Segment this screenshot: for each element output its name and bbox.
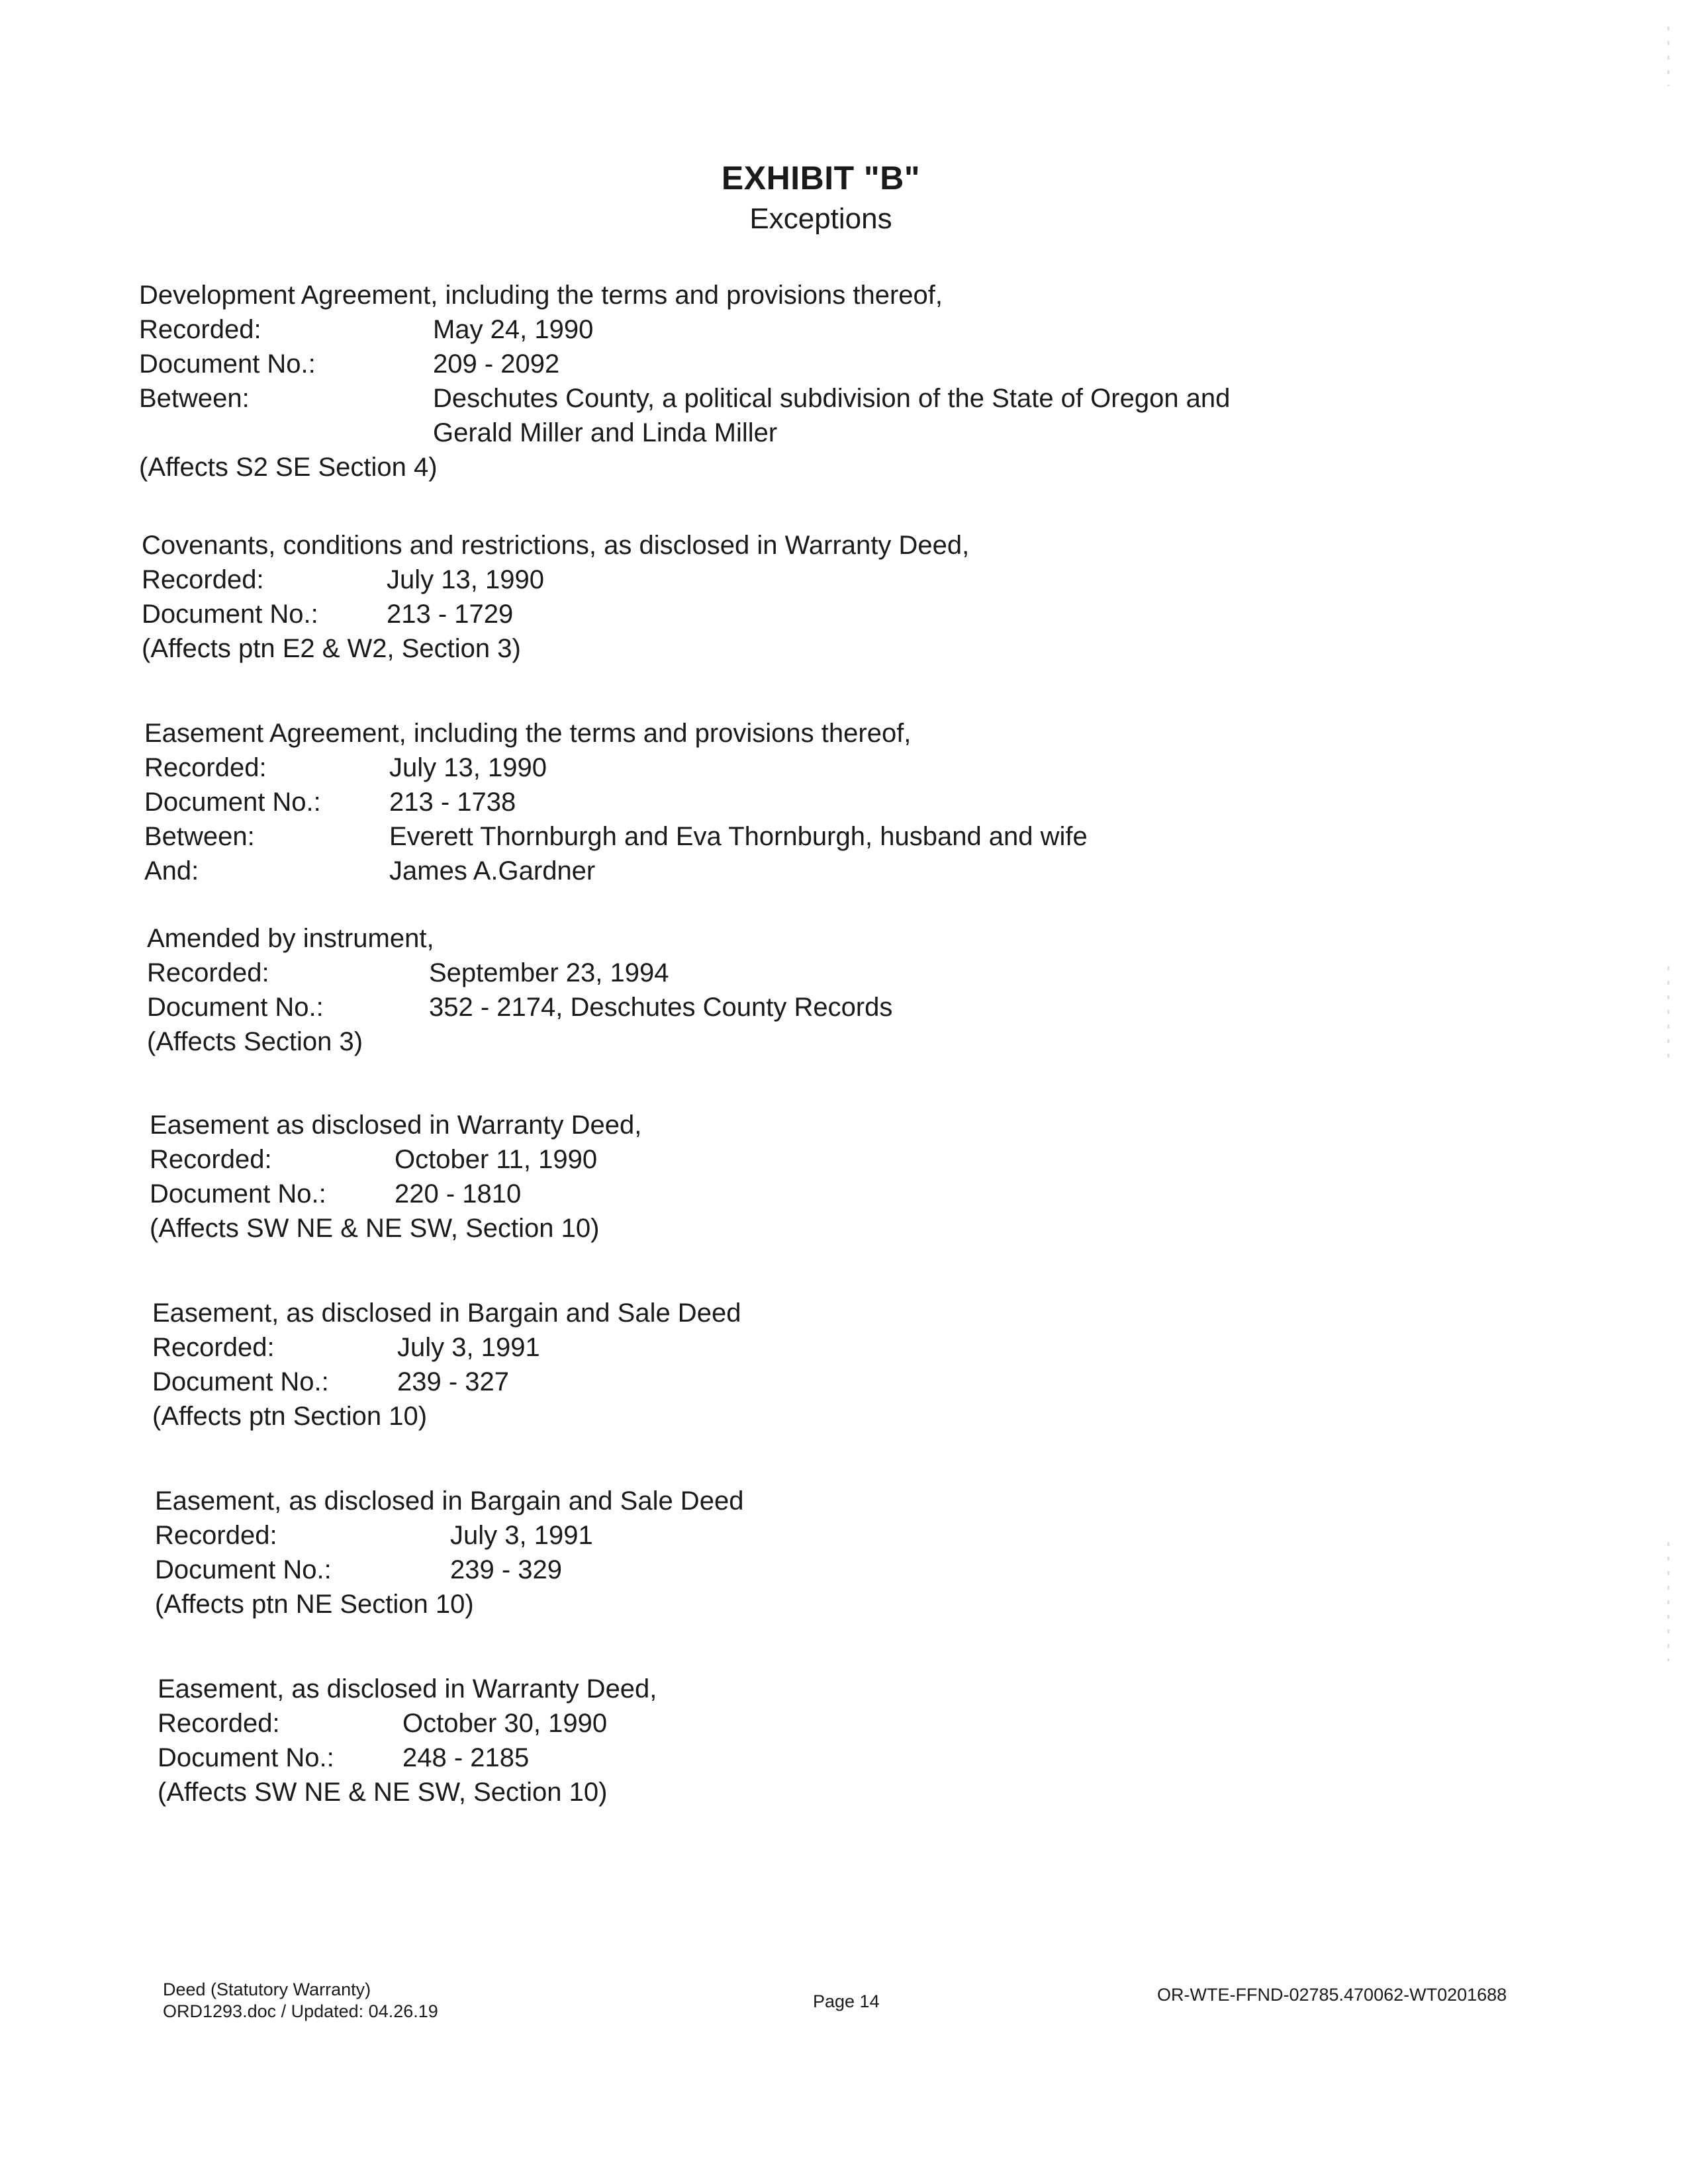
scan-artifact [1667, 1542, 1669, 1661]
row-value: September 23, 1994 [429, 958, 669, 987]
entry-row [155, 1553, 743, 1587]
row-label: And: [144, 856, 199, 886]
row-label: Between: [139, 384, 250, 413]
row-label: Document No.: [150, 1179, 326, 1208]
exception-entry [155, 1484, 743, 1621]
row-value: Gerald Miller and Linda Miller [433, 418, 778, 447]
row-label: Document No.: [155, 1555, 332, 1584]
row-value: 248 - 2185 [402, 1743, 530, 1772]
exception-entry [142, 528, 969, 666]
row-label: Recorded: [150, 1145, 272, 1174]
entry-intro: Amended by instrument, [147, 924, 434, 953]
footer-order-id: OR-WTE-FFND-02785.470062-WT0201688 [1157, 1985, 1507, 2005]
row-value: 209 - 2092 [433, 349, 560, 379]
footer-page-number: Page 14 [813, 1991, 880, 2011]
entry-row [147, 956, 892, 990]
footer-doc-file: ORD1293.doc / Updated: 04.26.19 [163, 2001, 438, 2021]
row-value: July 3, 1991 [397, 1333, 540, 1362]
exception-entry [147, 921, 892, 1059]
entry-row [139, 347, 1230, 381]
row-value: 239 - 327 [397, 1367, 510, 1396]
entry-affects: (Affects ptn E2 & W2, Section 3) [142, 634, 521, 663]
entry-row [150, 1177, 641, 1211]
entry-row [155, 1518, 743, 1553]
row-value: 239 - 329 [450, 1555, 563, 1584]
entry-row [139, 381, 1230, 416]
entry-row [144, 751, 1088, 785]
row-value: 213 - 1738 [389, 788, 516, 817]
entry-row [144, 819, 1088, 854]
entry-row [152, 1365, 741, 1399]
row-label: Document No.: [139, 349, 316, 379]
row-label: Recorded: [142, 565, 264, 594]
entry-intro: Easement, as disclosed in Bargain and Sale Deed [155, 1486, 744, 1516]
row-label [139, 416, 433, 450]
row-label: Recorded: [147, 958, 269, 987]
entry-row [142, 563, 969, 597]
entry-row [158, 1741, 657, 1775]
entry-intro: Easement as disclosed in Warranty Deed, [150, 1111, 642, 1140]
footer-doc-info [163, 1979, 438, 2023]
entry-affects: (Affects SW NE & NE SW, Section 10) [158, 1778, 608, 1807]
row-value: July 13, 1990 [387, 565, 544, 594]
entry-row [147, 990, 892, 1024]
row-label: Recorded: [139, 315, 261, 344]
row-label: Document No.: [147, 993, 324, 1022]
entry-row [142, 597, 969, 631]
row-value: July 3, 1991 [450, 1521, 593, 1550]
row-label: Recorded: [158, 1709, 280, 1738]
scan-artifact [1667, 966, 1669, 1059]
entry-affects: (Affects Section 3) [147, 1027, 363, 1056]
entry-row [139, 312, 1230, 347]
row-value: October 30, 1990 [402, 1709, 608, 1738]
row-value: 213 - 1729 [387, 600, 514, 629]
footer-doc-type: Deed (Statutory Warranty) [163, 1979, 371, 1999]
exception-entry [152, 1296, 741, 1433]
row-label: Recorded: [144, 753, 267, 782]
row-value: James A.Gardner [389, 856, 596, 886]
exhibit-subtitle: Exceptions [749, 203, 892, 235]
entry-row [144, 854, 1088, 888]
row-label: Between: [144, 822, 255, 851]
row-value: Deschutes County, a political subdivision of the State of Oregon and [433, 384, 1231, 413]
exception-entry [144, 716, 1088, 888]
entry-affects: (Affects S2 SE Section 4) [139, 453, 438, 482]
row-label: Document No.: [144, 788, 321, 817]
exhibit-title: EXHIBIT "B" [721, 159, 921, 197]
entry-intro: Easement Agreement, including the terms and provisions thereof, [144, 719, 912, 748]
row-value: July 13, 1990 [389, 753, 547, 782]
row-label: Document No.: [152, 1367, 329, 1396]
row-label: Recorded: [152, 1333, 275, 1362]
entry-affects: (Affects ptn NE Section 10) [155, 1590, 474, 1619]
entry-row [139, 416, 1230, 450]
row-value: October 11, 1990 [395, 1145, 598, 1174]
row-label: Document No.: [158, 1743, 334, 1772]
entry-row [158, 1706, 657, 1741]
exception-entry [150, 1108, 641, 1246]
exception-entry [139, 278, 1230, 484]
exception-entry [158, 1672, 657, 1809]
entry-intro: Easement, as disclosed in Bargain and Sale Deed [152, 1298, 741, 1328]
entry-intro: Development Agreement, including the terms and provisions thereof, [139, 281, 943, 310]
row-label: Document No.: [142, 600, 318, 629]
entry-intro: Covenants, conditions and restrictions, as disclosed in Warranty Deed, [142, 531, 970, 560]
scan-artifact [1667, 26, 1669, 86]
entry-affects: (Affects ptn Section 10) [152, 1402, 428, 1431]
row-value: 352 - 2174, Deschutes County Records [429, 993, 893, 1022]
row-value: 220 - 1810 [395, 1179, 522, 1208]
entry-row [144, 785, 1088, 819]
entry-row [150, 1142, 641, 1177]
entry-affects: (Affects SW NE & NE SW, Section 10) [150, 1214, 600, 1243]
row-value: May 24, 1990 [433, 315, 594, 344]
entry-row [152, 1330, 741, 1365]
entry-intro: Easement, as disclosed in Warranty Deed, [158, 1674, 657, 1704]
row-label: Recorded: [155, 1521, 277, 1550]
row-value: Everett Thornburgh and Eva Thornburgh, husband and wife [389, 822, 1088, 851]
